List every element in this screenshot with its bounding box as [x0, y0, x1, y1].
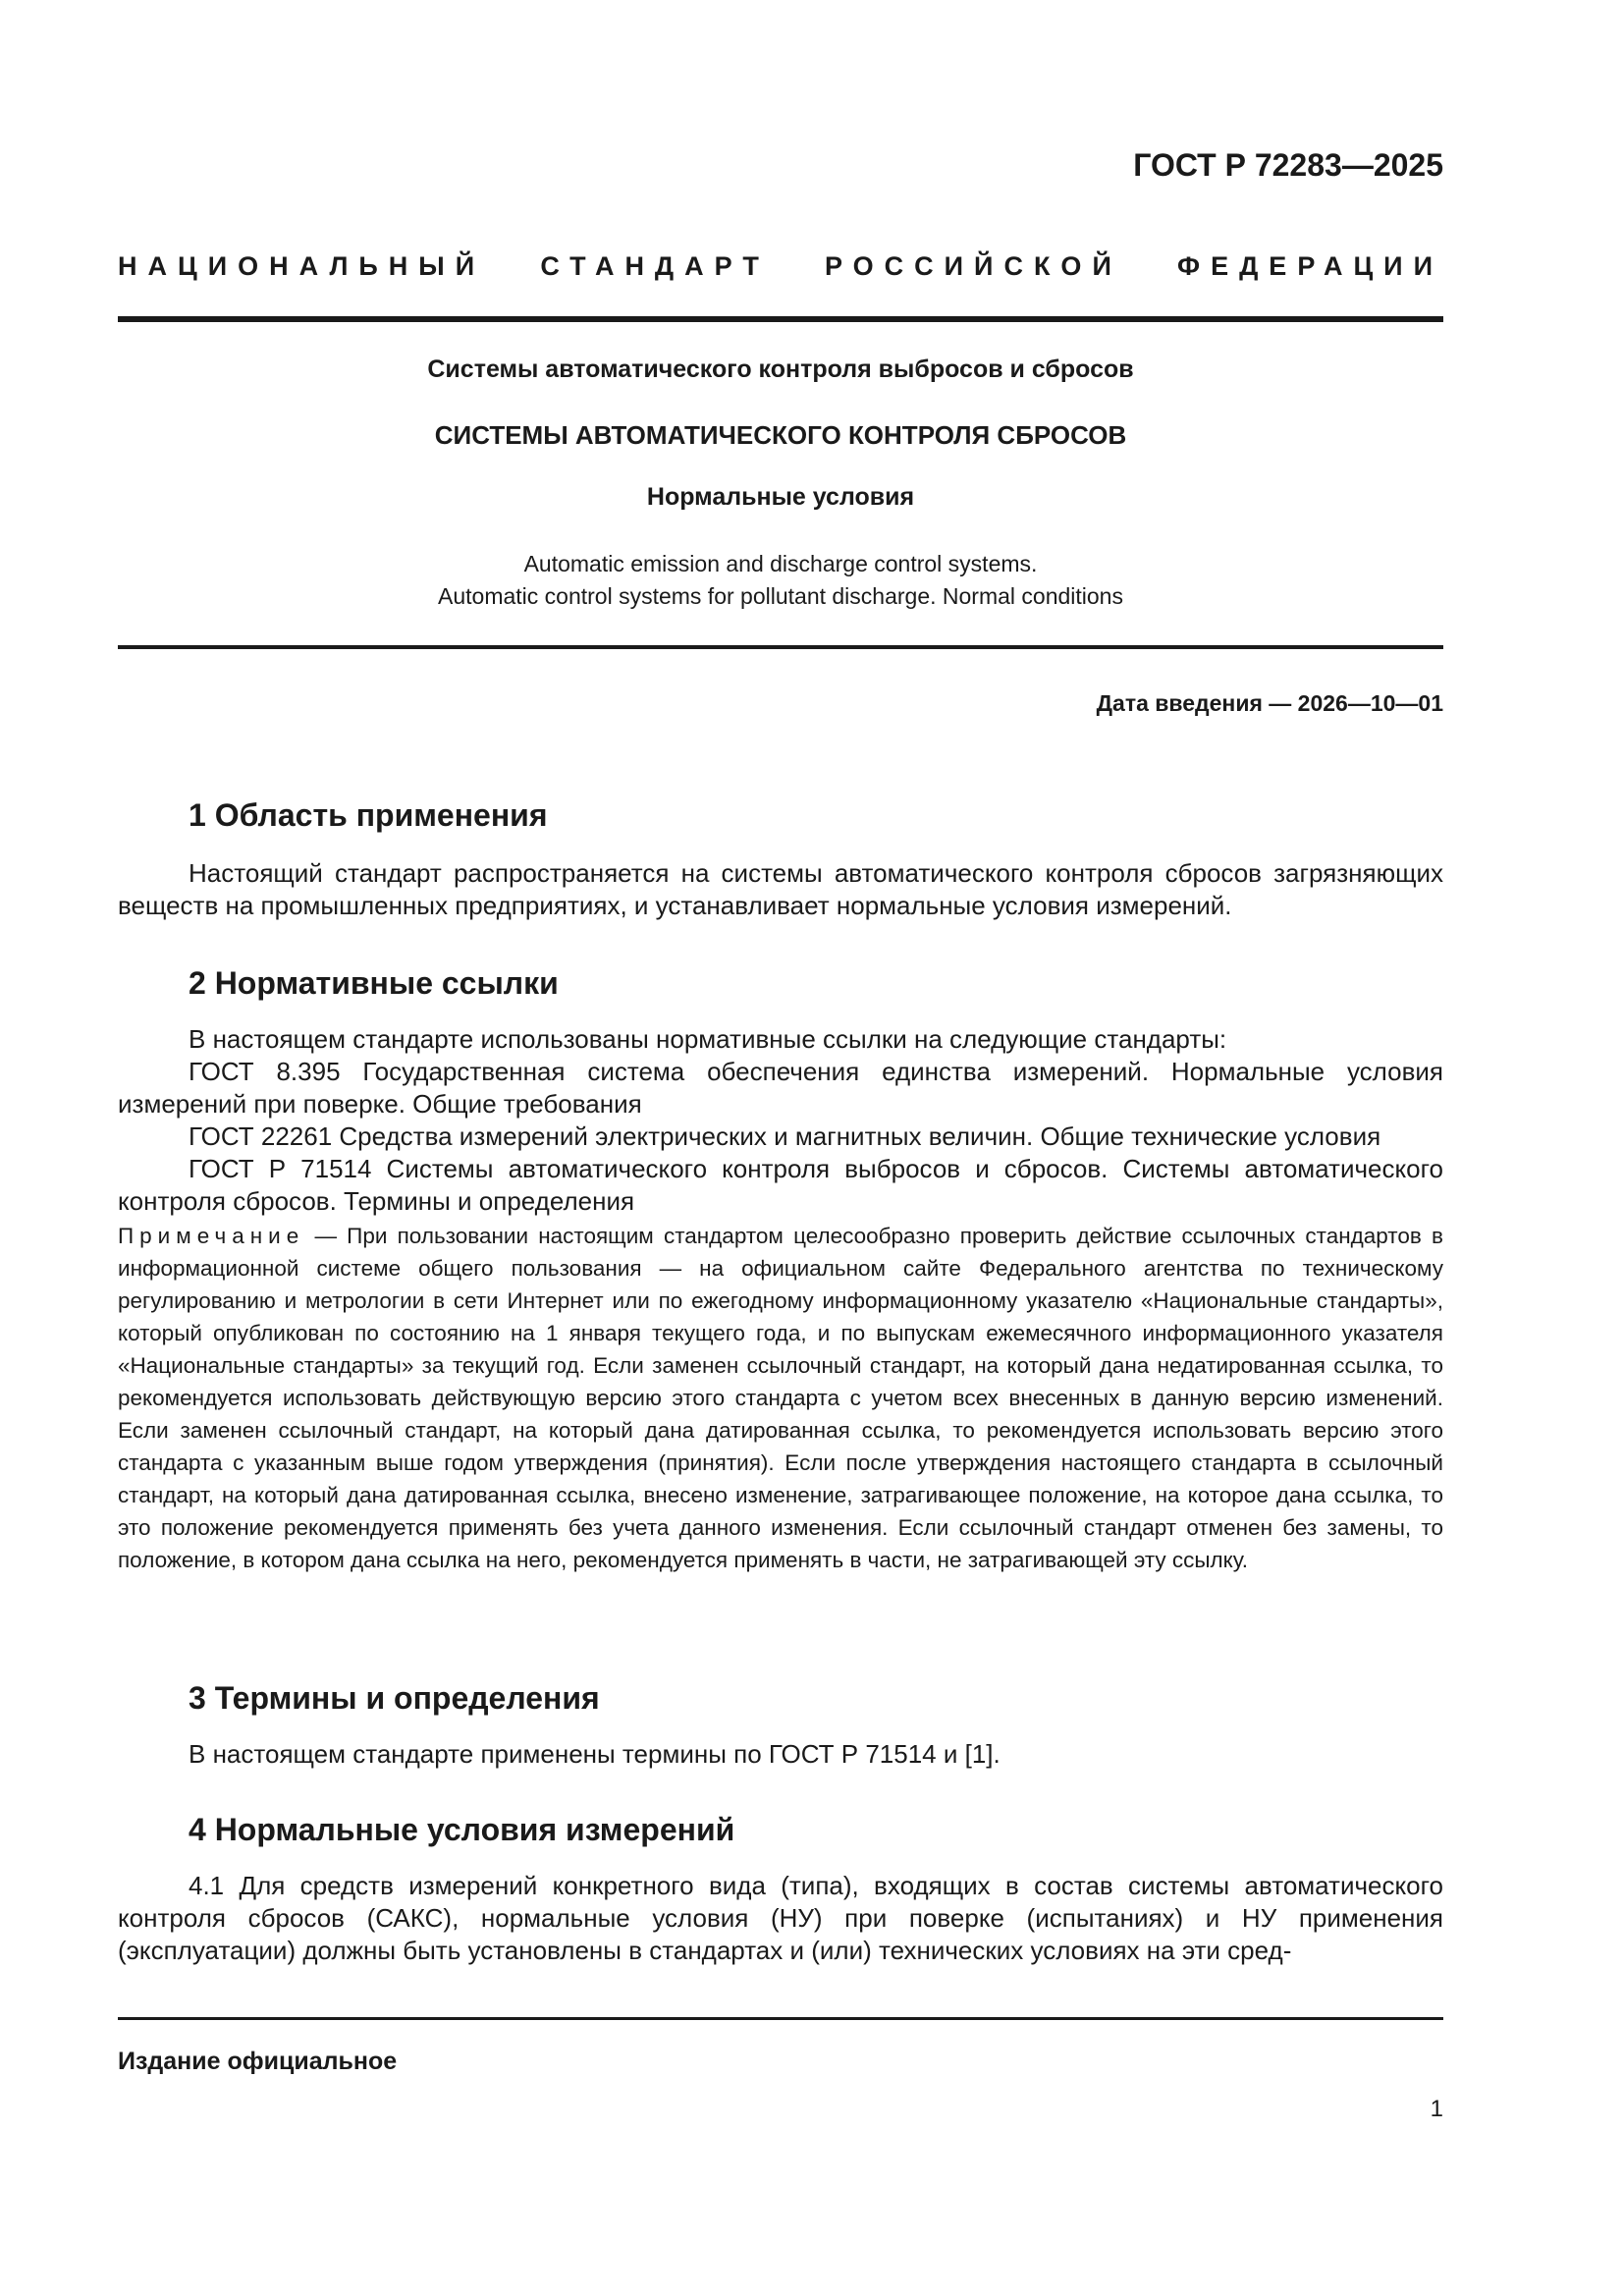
section-1-heading: 1 Область применения: [189, 797, 548, 833]
national-standard-line: НАЦИОНАЛЬНЫЙ СТАНДАРТ РОССИЙСКОЙ ФЕДЕРАЦИИ: [118, 251, 1443, 281]
page-number: 1: [1430, 2096, 1443, 2122]
section-2-reference-3: ГОСТ Р 71514 Системы автоматического контроля выбросов и сбросов. Системы автоматического контроля сбросов. Термины и определения: [118, 1154, 1443, 1216]
section-2: [118, 965, 1443, 1576]
section-2-heading: 2 Нормативные ссылки: [189, 965, 559, 1001]
title-line-3: Нормальные условия: [646, 483, 915, 511]
title-rule: [118, 645, 1443, 649]
section-4: [118, 1812, 1443, 1967]
section-2-reference-1: ГОСТ 8.395 Государственная система обеспечения единства измерений. Нормальные условия измерений при поверке. Общие требования: [118, 1057, 1443, 1119]
note-text: — При пользовании настоящим стандартом целесообразно проверить действие ссылочных стандартов в информационной системе общего пользования — на официальном сайте Федерального агентства по техническому регулированию и метрологии в сети Интернет или по ежегодному информационному указателю «Национальные стандарты», который опубликован по состоянию на 1 января текущего года, и по выпускам ежемесячного информационного указателя «Национальные стандарты» за текущий год. Если заменен ссылочный стандарт, на который дана недатированная ссылка, то рекомендуется использовать действующую версию этого стандарта с учетом всех внесенных в данную версию изменений. Если заменен ссылочный стандарт, на который дана датированная ссылка, то рекомендуется использовать версию этого стандарта с указанным выше годом утверждения (принятия). Если после утверждения настоящего стандарта в ссылочный стандарт, на который дана датированная ссылка, внесено изменение, затрагивающее положение, на которое дана ссылка, то это положение рекомендуется применять без учета данного изменения. Если ссылочный стандарт отменен без замены, то положение, в котором дана ссылка на него, рекомендуется применять в части, не затрагивающей эту ссылку.: [118, 1224, 1443, 1572]
english-title-line-2: Automatic control systems for pollutant discharge. Normal conditions: [438, 583, 1123, 609]
section-2-reference-2: ГОСТ 22261 Средства измерений электрических и магнитных величин. Общие технические условия: [189, 1121, 1381, 1151]
footer-rule: [118, 2017, 1443, 2020]
section-1-paragraph: Настоящий стандарт распространяется на системы автоматического контроля сбросов загрязняющих веществ на промышленных предприятиях, и устанавливает нормальные условия измерений.: [118, 858, 1443, 920]
section-1: [118, 797, 1443, 922]
section-2-paragraph-1: В настоящем стандарте использованы нормативные ссылки на следующие стандарты:: [189, 1024, 1227, 1054]
english-title-line-1: Automatic emission and discharge control systems.: [523, 551, 1038, 576]
standard-code: ГОСТ Р 72283—2025: [1133, 147, 1443, 183]
section-3-heading: 3 Термины и определения: [189, 1680, 600, 1716]
official-edition-label: Издание официальное: [118, 2048, 398, 2075]
english-title: [118, 548, 1443, 613]
title-line-2: СИСТЕМЫ АВТОМАТИЧЕСКОГО КОНТРОЛЯ СБРОСОВ: [434, 420, 1127, 450]
section-3-paragraph: В настоящем стандарте применены термины по ГОСТ Р 71514 и [1].: [189, 1739, 1001, 1769]
section-4-paragraph: 4.1 Для средств измерений конкретного вида (типа), входящих в состав системы автоматического контроля сбросов (САКС), нормальные условия (НУ) при поверке (испытаниях) и НУ применения (эксплуатации) должны быть установлены в стандартах и (или) технических условиях на эти сред-: [118, 1871, 1443, 1965]
header-rule: [118, 316, 1443, 322]
section-3: [118, 1680, 1443, 1771]
section-2-note: [118, 1220, 1443, 1576]
section-4-heading: 4 Нормальные условия измерений: [189, 1812, 735, 1847]
note-label: Примечание: [118, 1224, 305, 1248]
document-page: [118, 0, 1443, 2296]
title-line-1: Системы автоматического контроля выбросов и сбросов: [427, 355, 1134, 383]
introduction-date: Дата введения — 2026—10—01: [1096, 690, 1443, 716]
